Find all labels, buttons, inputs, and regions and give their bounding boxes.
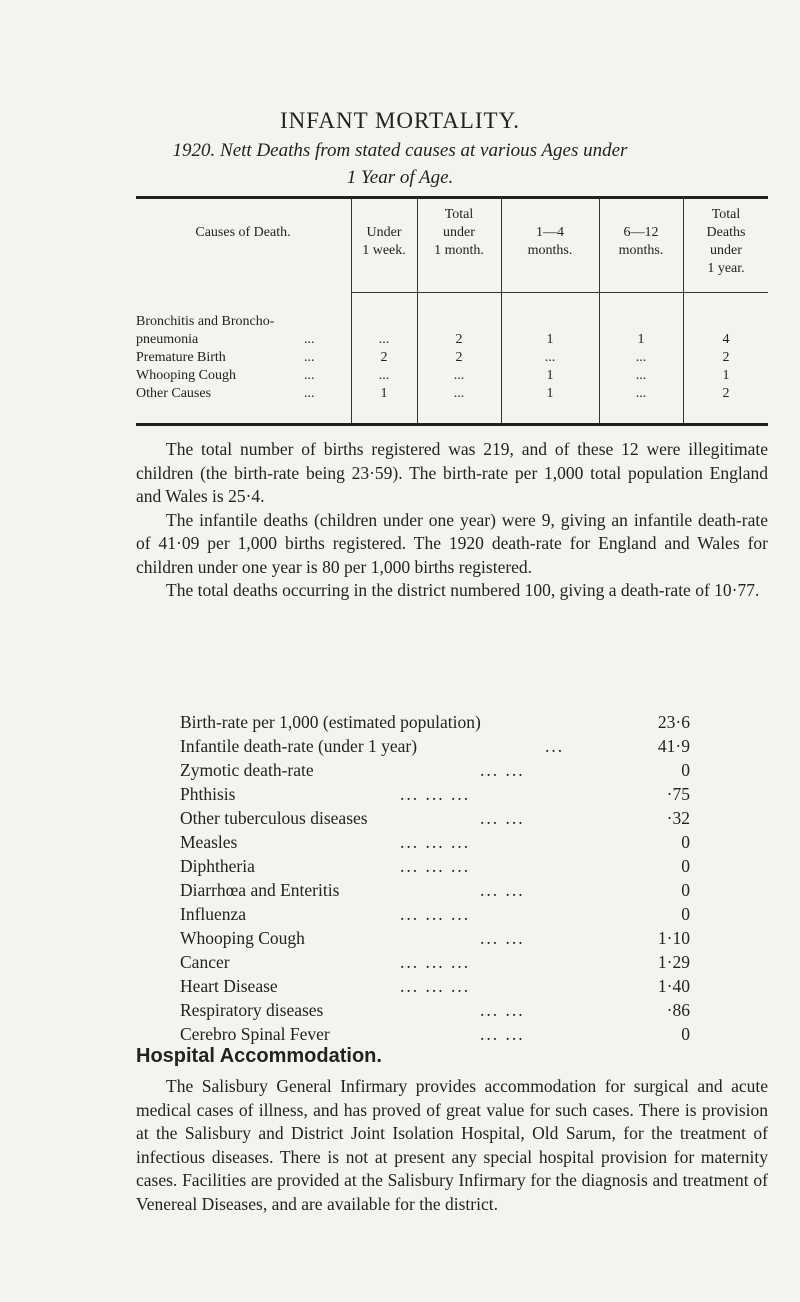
table-row-cause: Premature Birth (136, 350, 226, 365)
list-item: Infantile death-rate (under 1 year) ... 41·9 (180, 736, 690, 756)
header-under-week: Under 1 week. (362, 225, 406, 258)
rates-list (180, 710, 740, 1046)
subtitle-line-1: 1920. Nett Deaths from stated causes at various Ages under (172, 140, 628, 161)
paragraph-total-deaths: The total deaths occurring in the district numbered 100, giving a death-rate of 10·77. (166, 580, 760, 600)
cell-1-4-months: 1 (546, 368, 554, 383)
cell-6-12-months: ... (635, 368, 647, 383)
cell-total: 4 (722, 332, 730, 347)
header-total-deaths: Total Deaths under 1 year. (706, 207, 746, 276)
leader-dots: ... (304, 386, 315, 401)
cell-under-month: ... (453, 368, 465, 383)
list-item: Cancer ... ... ... 1·29 (180, 952, 690, 972)
cell-6-12-months: ... (635, 386, 647, 401)
cell-under-week: 1 (380, 386, 388, 401)
cell-total: 2 (722, 350, 730, 365)
cell-under-week: ... (378, 332, 390, 347)
list-item: Respiratory diseases ... ... ·86 (180, 1000, 690, 1020)
section-heading-hospital: Hospital Accommodation. (136, 1045, 382, 1067)
leader-dots: ... (304, 350, 315, 365)
cell-total: 1 (722, 368, 730, 383)
list-item: Birth-rate per 1,000 (estimated population) 23·6 (180, 712, 690, 732)
header-divider (352, 292, 768, 293)
list-item: Diphtheria ... ... ... 0 (180, 856, 690, 876)
list-item: Cerebro Spinal Fever ... ... 0 (180, 1024, 690, 1044)
cell-1-4-months: 1 (546, 332, 554, 347)
list-item: Measles ... ... ... 0 (180, 832, 690, 852)
list-item: Phthisis ... ... ... ·75 (180, 784, 690, 804)
cell-1-4-months: ... (544, 350, 556, 365)
paragraph-infantile-deaths: The infantile deaths (children under one year) were 9, giving an infantile death-rate of 41·09 per 1,000 births registered. The 1920 death-rate for England and Wales for children under one year is 80 per 1,000 births registered. (136, 509, 768, 577)
cell-1-4-months: 1 (546, 386, 554, 401)
hospital-text (136, 1075, 768, 1216)
cell-under-month: 2 (455, 332, 463, 347)
cell-under-week: ... (378, 368, 390, 383)
list-item: Heart Disease ... ... ... 1·40 (180, 976, 690, 996)
list-item: Whooping Cough ... ... 1·10 (180, 928, 690, 948)
paragraph-births: The total number of births registered was 219, and of these 12 were illegitimate children (the birth-rate being 23·59). The birth-rate per 1,000 total population England and Wales is 25·4. (136, 439, 768, 506)
table-top-rule (136, 196, 768, 199)
cell-under-month: 2 (455, 350, 463, 365)
leader-dots: ... (304, 368, 315, 383)
body-text (136, 438, 768, 603)
list-item: Diarrhœa and Enteritis ... ... 0 (180, 880, 690, 900)
table-bottom-rule (136, 423, 768, 426)
header-1-4-months: 1—4 months. (527, 225, 573, 258)
table-row-cause: pneumonia (136, 332, 199, 347)
subtitle-line-2: 1 Year of Age. (346, 167, 454, 188)
leader-dots: ... (304, 332, 315, 347)
cell-total: 2 (722, 386, 730, 401)
table-row-cause: Other Causes (136, 386, 212, 401)
cell-6-12-months: 1 (637, 332, 645, 347)
cell-under-month: ... (453, 386, 465, 401)
header-total-under-month: Total under 1 month. (434, 207, 484, 258)
cell-under-week: 2 (380, 350, 388, 365)
page-title: INFANT MORTALITY. (280, 108, 520, 133)
header-causes: Causes of Death. (195, 225, 291, 240)
list-item: Other tuberculous diseases ... ... ·32 (180, 808, 690, 828)
paragraph-hospital: The Salisbury General Infirmary provides accommodation for surgical and acute medical cases of illness, and has proved of great value for such cases. There is provision at the Salisbury and District Joint Isolation Hospital, Old Sarum, for the treatment of infectious diseases. There is not at present any special hospital provision for maternity cases. Facilities are provided at the Salisbury Infirmary for the diagnosis and treatment of Venereal Diseases, and are available for the district. (136, 1076, 768, 1214)
cell-6-12-months: ... (635, 350, 647, 365)
table-row-cause: Bronchitis and Broncho- (136, 314, 275, 329)
table-row-cause: Whooping Cough (136, 368, 236, 383)
header-6-12-months: 6—12 months. (618, 225, 664, 258)
list-item: Zymotic death-rate ... ... 0 (180, 760, 690, 780)
list-item: Influenza ... ... ... 0 (180, 904, 690, 924)
page-subtitle (0, 137, 800, 191)
